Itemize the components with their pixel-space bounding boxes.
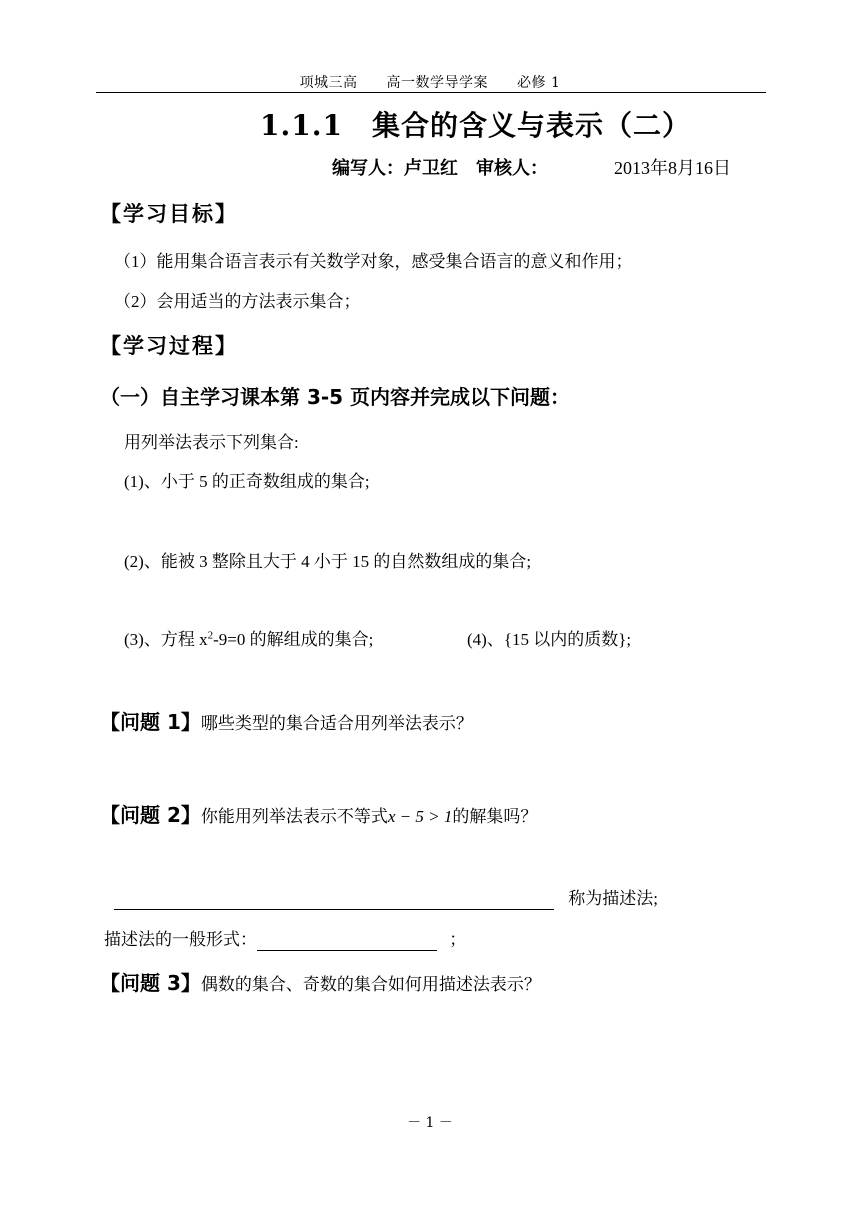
goals-heading: 【学习目标】 <box>100 202 238 226</box>
question-1-label: 【问题 1】 <box>100 710 201 734</box>
inequality-formula: x − 5 > 1 <box>387 807 453 826</box>
goal-item-1: （1）能用集合语言表示有关数学对象，感受集合语言的意义和作用； <box>114 252 633 271</box>
fill-blank-1-suffix: 称为描述法; <box>568 889 658 908</box>
page-number: － 1 － <box>407 1115 453 1131</box>
question-3-label: 【问题 3】 <box>100 971 201 995</box>
author-line: 编写人：卢卫红 审核人： <box>332 158 548 179</box>
question-3 <box>100 967 541 996</box>
fill-blank-2-prefix: 描述法的一般形式： <box>104 930 257 949</box>
exercise-item-1: (1)、小于 5 的正奇数组成的集合; <box>124 472 370 491</box>
part1-heading: （一）自主学习课本第 3-5 页内容并完成以下问题： <box>100 385 571 409</box>
question-2 <box>100 799 537 828</box>
header-rule <box>96 92 766 93</box>
page-header: 项城三高 高一数学导学案 必修 1 <box>299 75 561 91</box>
process-heading: 【学习过程】 <box>100 334 238 358</box>
exercise-item-2: (2)、能被 3 整除且大于 4 小于 15 的自然数组成的集合; <box>124 552 532 571</box>
item3-prefix: (3)、方程 x <box>124 630 208 649</box>
fill-blank-row-1 <box>114 884 658 910</box>
item3-superscript: 2 <box>207 629 214 642</box>
question-1-text: 哪些类型的集合适合用列举法表示？ <box>200 714 473 733</box>
question-2-text-prefix: 你能用列举法表示不等式 <box>200 807 388 826</box>
question-2-label: 【问题 2】 <box>100 803 201 827</box>
fill-blank-row-2 <box>104 925 466 951</box>
date: 2013年8月16日 <box>614 158 731 178</box>
exercise-item-4: (4)、{15 以内的质数}; <box>467 630 632 649</box>
part1-intro: 用列举法表示下列集合: <box>124 433 299 452</box>
page-title: 1.1.1 集合的含义与表示（二） <box>260 109 691 142</box>
answer-blank-1[interactable] <box>114 889 554 910</box>
fill-blank-2-suffix: ； <box>449 930 467 949</box>
exercise-item-3 <box>124 625 373 650</box>
item3-suffix: -9=0 的解组成的集合; <box>213 630 374 649</box>
answer-blank-2[interactable] <box>257 930 437 951</box>
question-1 <box>100 706 473 735</box>
goal-item-2: （2）会用适当的方法表示集合； <box>114 292 361 311</box>
question-3-text: 偶数的集合、奇数的集合如何用描述法表示？ <box>200 975 541 994</box>
question-2-text-suffix: 的解集吗？ <box>452 807 538 826</box>
